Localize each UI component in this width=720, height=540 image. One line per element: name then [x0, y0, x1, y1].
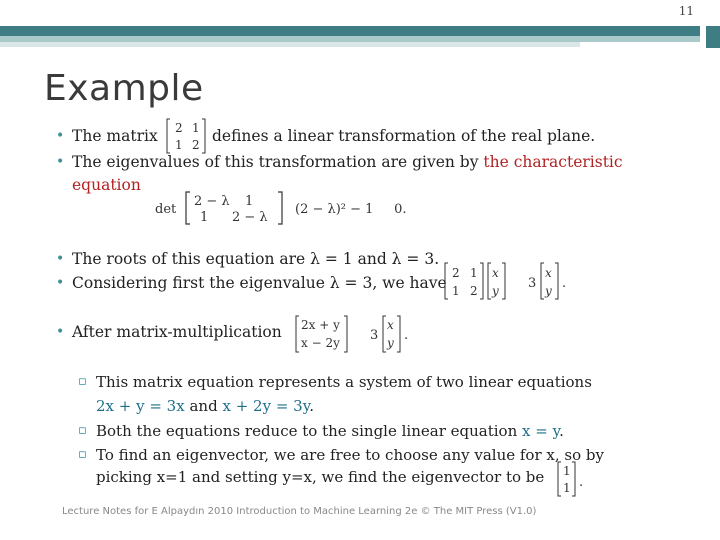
bullet-matrix [56, 126, 158, 146]
bullet-text: Considering first the eigenvalue λ = 3, we have [72, 274, 447, 292]
mult-l2: x − 2y [301, 336, 340, 350]
mult-ry: y [387, 336, 394, 350]
equation-xy: x = y [522, 422, 560, 440]
header-area [0, 0, 720, 26]
matrix-A-a22: 2 [192, 138, 200, 152]
char-m21: 1 [200, 210, 209, 225]
bullet-dot: • [56, 154, 65, 170]
eig-a12: 1 [470, 266, 478, 280]
bullet-dot: • [56, 251, 65, 267]
sub-bullet-marker: ▫ [78, 374, 87, 389]
mult-scalar: 3 [370, 328, 379, 343]
mult-l1: 2x + y [301, 318, 340, 332]
bullet-dot: • [56, 128, 65, 144]
bullet-lambda3 [56, 273, 447, 293]
sub-bullet-reduce [78, 421, 564, 441]
eigvec-end: . [579, 475, 584, 490]
eig-a22: 2 [470, 284, 478, 298]
bullet-text: After matrix-multiplication [72, 323, 282, 341]
header-band-right [706, 26, 720, 48]
and-text: and [189, 397, 218, 415]
matrix-A [164, 116, 208, 156]
det-label: det [155, 202, 177, 217]
sub-bullet-marker: ▫ [78, 447, 87, 462]
bullet-matrix-cont: defines a linear transformation of the real plane. [212, 127, 596, 145]
eig-a21: 1 [452, 284, 460, 298]
sub-bullet-system [78, 372, 592, 392]
sub-bullet-text: To find an eigenvector, we are free to choose any value for x, so by [96, 446, 604, 464]
bullet-dot: • [56, 275, 65, 291]
period: . [309, 397, 314, 415]
slide-title: Example [44, 68, 204, 109]
sub-bullet-eigenvector [78, 445, 604, 465]
sub-bullet-system-cont [96, 396, 314, 416]
sub-bullet-eigenvector-cont: picking x=1 and setting y=x, we find the eigenvector to be [96, 468, 545, 486]
bullet-multiplication [56, 322, 282, 342]
matrix-A-a21: 1 [175, 138, 183, 152]
eigen-equation [442, 259, 572, 303]
characteristic-link: the characteristic [483, 153, 623, 171]
sub-bullet-marker: ▫ [78, 423, 87, 438]
matrix-A-a12: 1 [192, 121, 200, 135]
eig-end: . [562, 276, 567, 291]
bullet-text: The roots of this equation are λ = 1 and λ = 3. [72, 250, 440, 268]
char-rhs: (2 − λ)² − 1 0. [295, 202, 407, 217]
char-m11: 2 − λ [194, 194, 230, 209]
eigenvector [556, 459, 596, 499]
sub-bullet-text: This matrix equation represents a system of two linear equations [96, 373, 592, 391]
eig-ry: y [545, 284, 552, 298]
eig-vy: y [492, 284, 499, 298]
characteristic-equation [150, 188, 420, 228]
eig-scalar: 3 [528, 276, 537, 291]
bullet-roots [56, 249, 440, 269]
matrix-A-a11: 2 [175, 121, 183, 135]
sub-bullet-text: Both the equations reduce to the single linear equation [96, 422, 518, 440]
equation-2: x + 2y = 3y [222, 397, 310, 415]
equation-1: 2x + y = 3x [96, 397, 185, 415]
eig-vx: x [492, 266, 499, 280]
page-number: 11 [678, 4, 694, 18]
period: . [559, 422, 564, 440]
mult-rx: x [387, 318, 394, 332]
footer-text: Lecture Notes for E Alpaydın 2010 Introduction to Machine Learning 2e © The MIT Press (V1.0) [62, 506, 537, 517]
header-band [0, 26, 700, 36]
char-m12: 1 [245, 194, 254, 209]
eigvec-2: 1 [563, 481, 571, 495]
eig-rx: x [545, 266, 552, 280]
bullet-text: The matrix [72, 127, 158, 145]
eig-a11: 2 [452, 266, 460, 280]
header-band-shadow [0, 42, 580, 47]
mult-end: . [404, 328, 409, 343]
bullet-eigenvalues [56, 152, 623, 172]
characteristic-link-cont: equation [72, 176, 141, 194]
bullet-dot: • [56, 324, 65, 340]
mult-equation [294, 312, 424, 356]
char-m22: 2 − λ [232, 210, 268, 225]
eigvec-1: 1 [563, 464, 571, 478]
bullet-text: The eigenvalues of this transformation are given by [72, 153, 479, 171]
